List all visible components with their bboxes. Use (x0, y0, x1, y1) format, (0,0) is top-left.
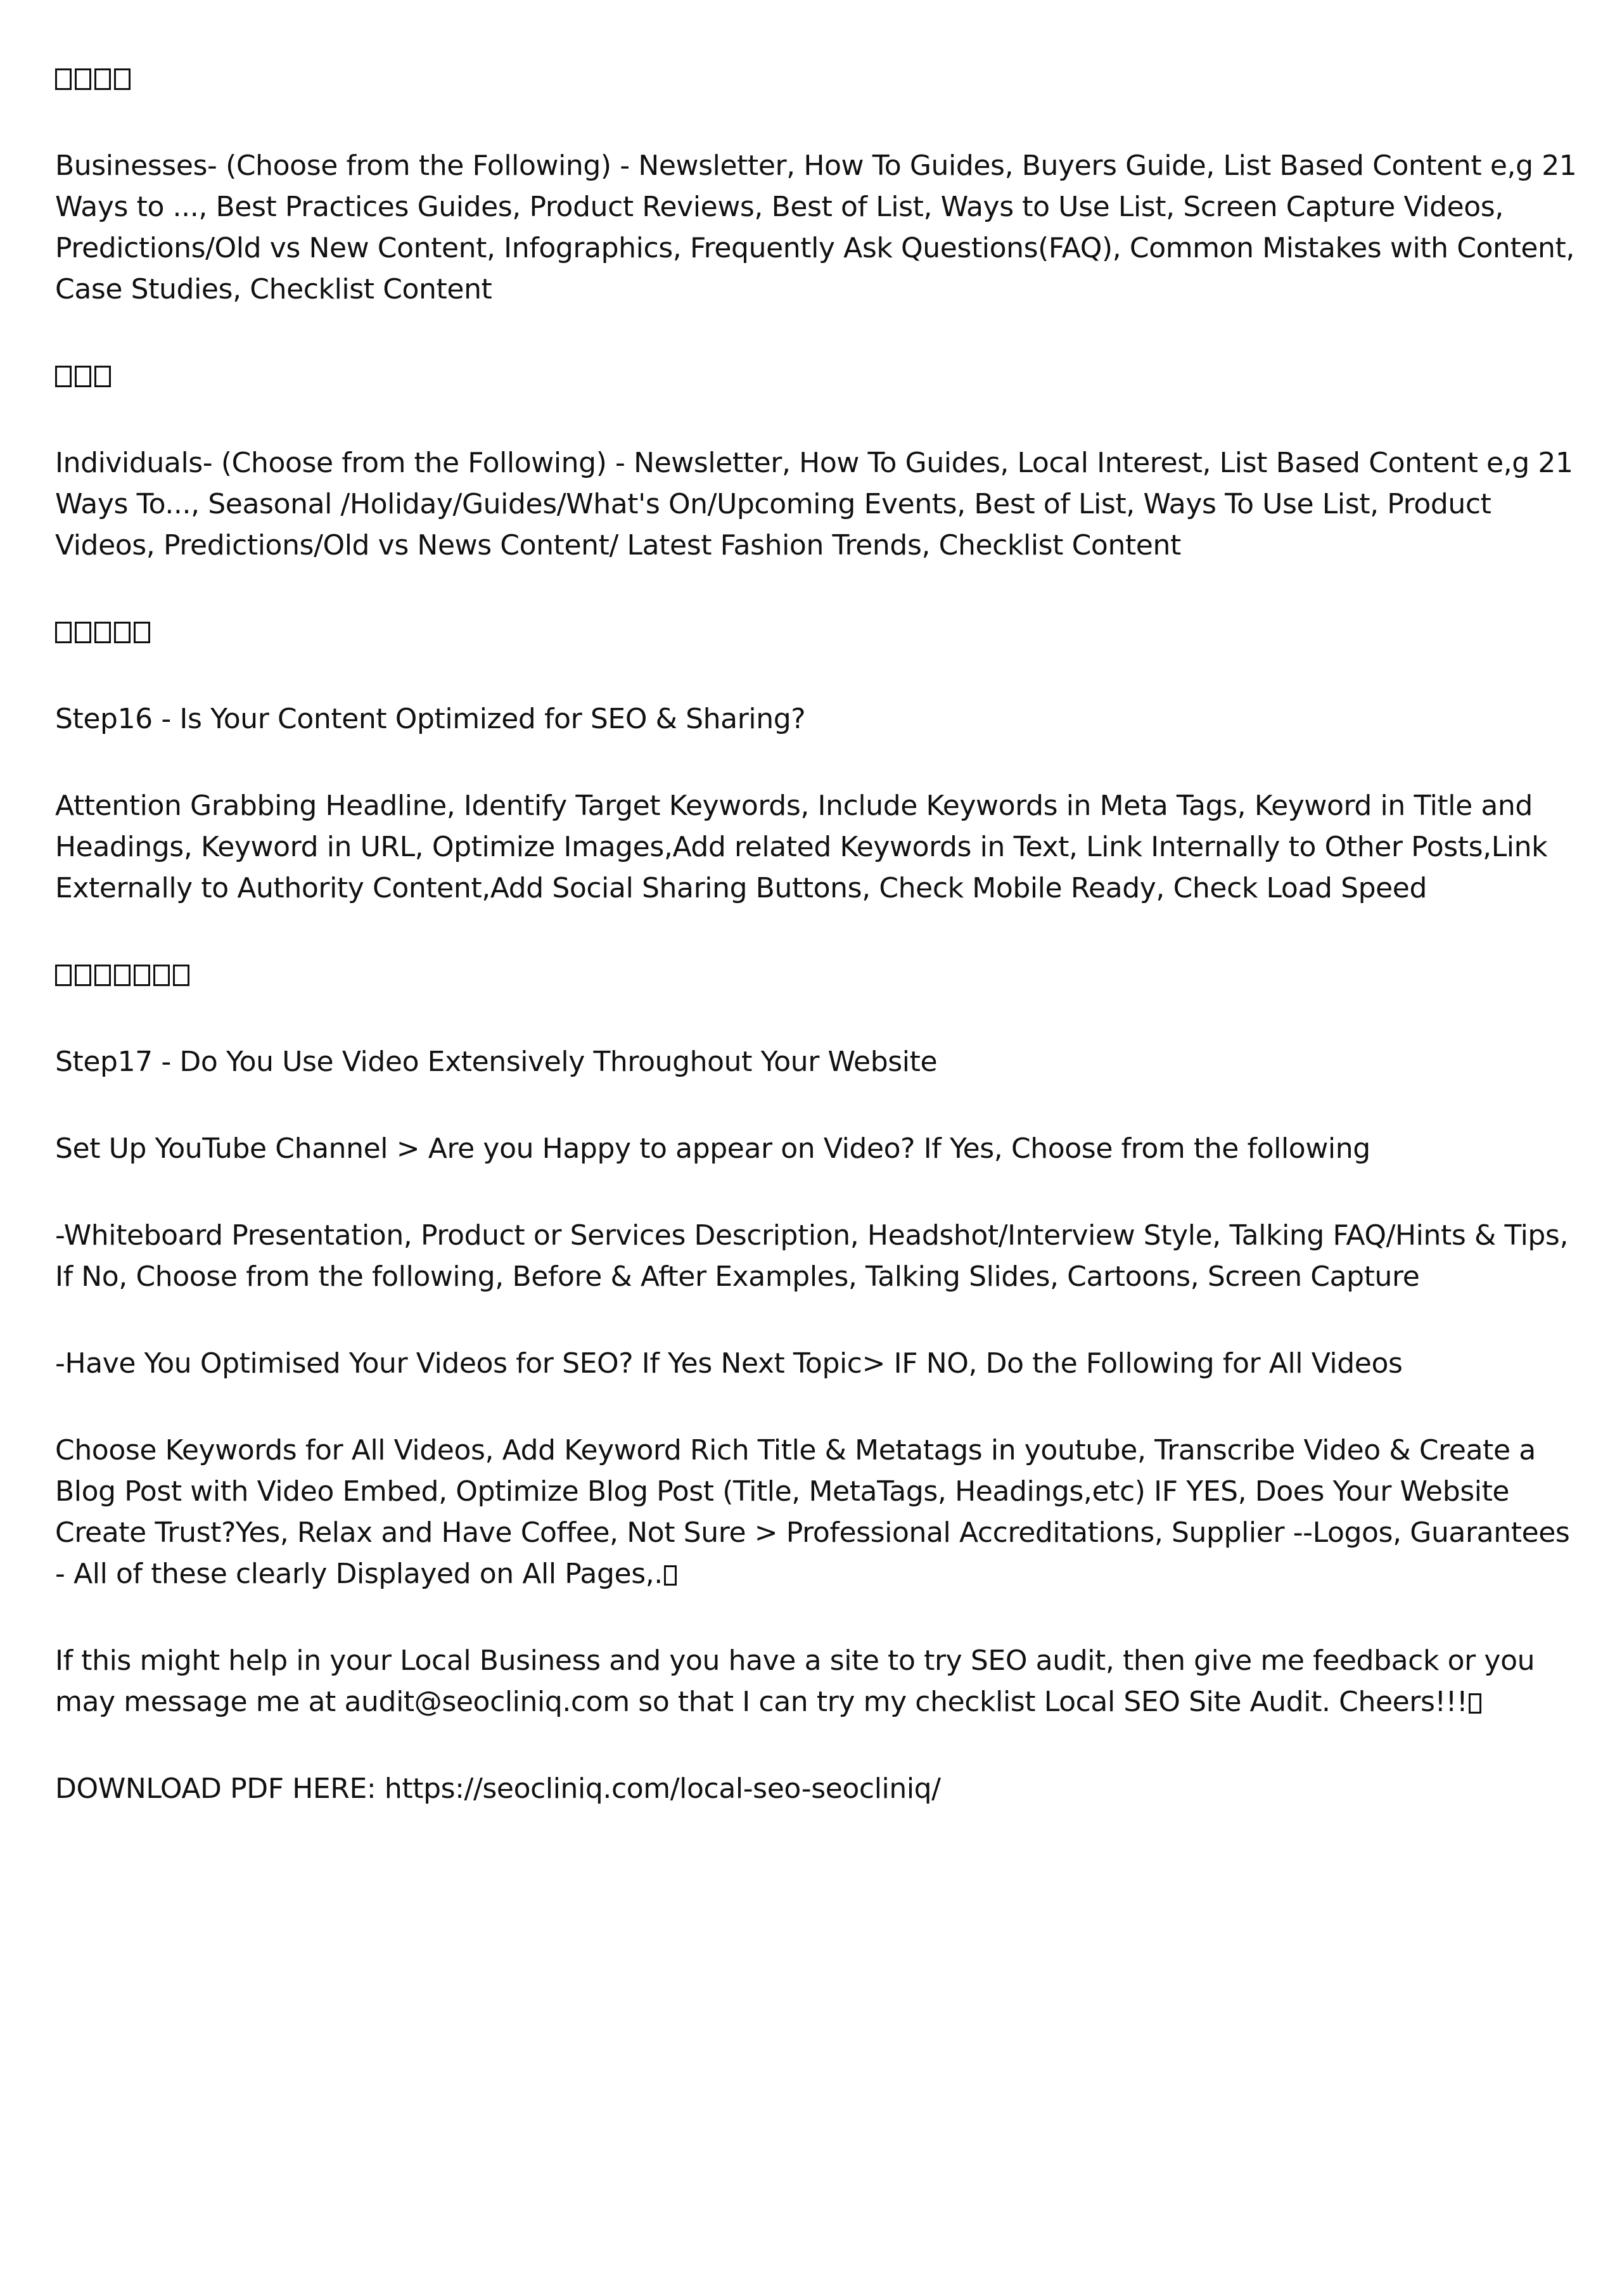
keywords-text: Choose Keywords for All Videos, Add Keyword Rich Title & Metatags in youtube, Transcribe Video & Create a Blog Post with Video Embed, Optimize Blog Post (Title, MetaTags, Headings,etc) IF YES, Does Your Website Create Trust?Yes, Relax and Have Coffee, Not Sure > Professional Accreditations, Supplier --Logos, Guarantees - All of these clearly Displayed on All Pages,. (55, 1434, 1570, 1590)
missing-glyph-row (55, 954, 1582, 996)
youtube-paragraph (55, 1128, 1582, 1169)
feedback-paragraph (55, 1640, 1582, 1722)
missing-glyph-icon (75, 965, 91, 986)
missing-glyph-icon (94, 366, 111, 387)
step16-heading (55, 698, 1582, 740)
youtube-text: Set Up YouTube Channel > Are you Happy to appear on Video? If Yes, Choose from the following (55, 1132, 1370, 1165)
document-page (55, 58, 1582, 1855)
missing-glyph-icon (94, 622, 111, 643)
missing-glyph-icon (55, 366, 72, 387)
step16-heading-text: Step16 - Is Your Content Optimized for SEO & Sharing? (55, 703, 806, 735)
missing-glyph-icon (664, 1565, 677, 1586)
step17-heading-text: Step17 - Do You Use Video Extensively Throughout Your Website (55, 1046, 938, 1078)
video-types-text: -Whiteboard Presentation, Product or Services Description, Headshot/Interview Style, Talking FAQ/Hints & Tips, If No, Choose from the following, Before & After Examples, Talking Slides, Cartoons, Screen Capture (55, 1219, 1569, 1293)
video-seo-text: -Have You Optimised Your Videos for SEO? If Yes Next Topic> IF NO, Do the Following for All Videos (55, 1347, 1403, 1380)
video-types-paragraph (55, 1215, 1582, 1297)
missing-glyph-icon (75, 68, 91, 90)
businesses-paragraph (55, 145, 1582, 310)
missing-glyph-icon (75, 366, 91, 387)
missing-glyph-icon (55, 965, 72, 986)
missing-glyph-icon (94, 965, 111, 986)
missing-glyph-icon (114, 622, 131, 643)
video-seo-paragraph (55, 1343, 1582, 1384)
missing-glyph-icon (114, 965, 131, 986)
missing-glyph-icon (75, 622, 91, 643)
step17-heading (55, 1041, 1582, 1082)
businesses-text: Businesses- (Choose from the Following) - Newsletter, How To Guides, Buyers Guide, List Based Content e,g 21 Ways to ..., Best Practices Guides, Product Reviews, Best of List, Ways to Use List, Screen Capture Videos, Predictions/Old vs New Content, Infographics, Frequently Ask Questions(FAQ), Common Mistakes with Content, Case Studies, Checklist Content (55, 150, 1577, 305)
missing-glyph-icon (94, 68, 111, 90)
missing-glyph-icon (173, 965, 189, 986)
missing-glyph-icon (55, 622, 72, 643)
step16-text: Attention Grabbing Headline, Identify Target Keywords, Include Keywords in Meta Tags, Keyword in Title and Headings, Keyword in URL, Optimize Images,Add related Keywords in Text, Link Internally to Other Posts,Link Externally to Authority Content,Add Social Sharing Buttons, Check Mobile Ready, Check Load Speed (55, 790, 1548, 904)
individuals-text: Individuals- (Choose from the Following) - Newsletter, How To Guides, Local Interest, List Based Content e,g 21 Ways To..., Seasonal /Holiday/Guides/What's On/Upcoming Events, Best of List, Ways To Use List, Product Videos, Predictions/Old vs News Content/ Latest Fashion Trends, Checklist Content (55, 447, 1573, 561)
missing-glyph-row (55, 612, 1582, 653)
missing-glyph-icon (134, 965, 150, 986)
download-link-text[interactable]: DOWNLOAD PDF HERE: https://seocliniq.com/local-seo-seocliniq/ (55, 1773, 941, 1805)
missing-glyph-row (55, 356, 1582, 397)
download-paragraph (55, 1768, 1582, 1809)
missing-glyph-icon (55, 68, 72, 90)
individuals-paragraph (55, 442, 1582, 566)
missing-glyph-icon (134, 622, 150, 643)
missing-glyph-icon (153, 965, 170, 986)
missing-glyph-icon (1469, 1693, 1481, 1714)
step16-paragraph (55, 785, 1582, 909)
keywords-paragraph (55, 1430, 1582, 1594)
missing-glyph-row (55, 58, 1582, 99)
feedback-text: If this might help in your Local Business and you have a site to try SEO audit, then give me feedback or you may message me at audit@seocliniq.com so that I can try my checklist Local SEO Site Audit. Cheers!!! (55, 1645, 1535, 1718)
missing-glyph-icon (114, 68, 131, 90)
